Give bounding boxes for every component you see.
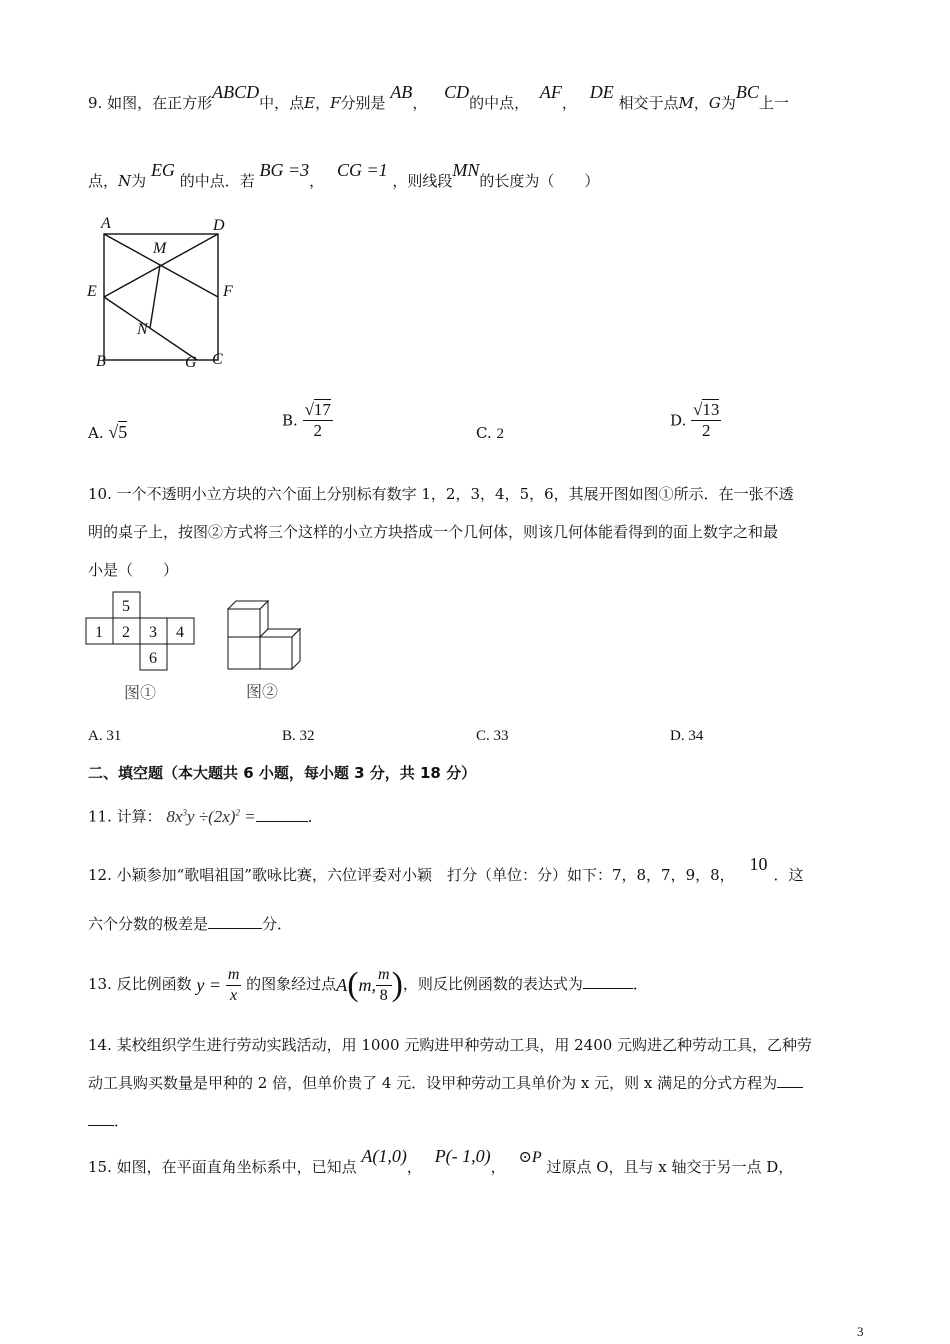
net-face-3: 3 — [149, 624, 157, 641]
q9-eg: EG — [150, 160, 175, 180]
q9-mn: MN — [452, 160, 480, 180]
net-face-5: 5 — [122, 598, 130, 615]
q9-text: 点， — [88, 172, 119, 190]
q11-prefix: 11. 计算： — [88, 807, 162, 826]
option-label: D. — [670, 411, 687, 430]
q10-line2: 明的桌子上，按图②方式将三个这样的小立方块搭成一个几何体，则该几何体能看得到的面上数字之和最 — [88, 523, 779, 541]
q9-cg: CG =1 — [336, 160, 388, 180]
fraction — [691, 400, 721, 441]
q9-option-a[interactable] — [88, 422, 127, 443]
section-2-heading: 二、填空题（本大题共 6 小题，每小题 3 分，共 18 分） — [88, 764, 477, 782]
q12-answer-blank[interactable] — [208, 914, 262, 929]
net-face-1: 1 — [95, 624, 103, 641]
label-g: G — [185, 354, 197, 371]
label-e: E — [87, 283, 97, 300]
q9-text: 上一 — [758, 94, 789, 112]
option-value: 2 — [496, 426, 504, 442]
q10-line3: 小是（ ） — [88, 561, 179, 579]
q9-option-c[interactable] — [476, 424, 504, 443]
denominator: 2 — [701, 421, 711, 440]
sqrt-sign: √ — [304, 400, 314, 419]
label-n: N — [137, 321, 148, 338]
q13-point-a: A — [336, 975, 348, 995]
q13-fraction-2: $\frac{m}{8}$ — [378, 965, 390, 1004]
q15-line: 15. 如图，在平面直角坐标系中，已知点 A(1,0)， P(- 1,0)， ⊙P 过原点 O，且与 x 轴交于另一点 D， — [88, 1146, 794, 1176]
q9-line1: 9. 如图，在正方形ABCD中，点E，F分别是 AB， CD的中点， AF， DE 相交于点M，G为BC上一 — [88, 82, 789, 112]
label-b: B — [96, 353, 106, 370]
q14-line3: ． — [88, 1111, 129, 1131]
q10-option-b[interactable]: B. 32 — [282, 728, 315, 744]
label-m: M — [153, 240, 167, 257]
fig1-caption: 图① — [123, 685, 157, 702]
option-value: 5 — [118, 422, 128, 442]
q9-e: E — [304, 94, 316, 112]
q9-m: M — [678, 94, 694, 112]
q9-text: 分别是 — [340, 94, 386, 112]
label-a: A — [101, 215, 111, 232]
q15-circle-p: ⊙P — [518, 1149, 542, 1166]
net-face-2: 2 — [122, 624, 130, 641]
q9-text: 为 — [131, 172, 147, 190]
q9-comma: ， — [315, 94, 331, 112]
option-label: C. — [476, 424, 492, 442]
option-label: B. — [282, 411, 298, 430]
q13-fraction: $\frac{m}{x}$ — [227, 965, 240, 1004]
q9-option-b[interactable] — [282, 400, 333, 441]
q14-answer-blank-cont[interactable] — [88, 1111, 114, 1126]
q9-bc: BC — [735, 82, 759, 102]
q9-option-d[interactable] — [670, 400, 721, 441]
q12-line1: 12. 小颖参加“歌唱祖国”歌咏比赛，六位评委对小颖 打分（单位：分）如下：7，8，7，9，8， 10．这 — [88, 854, 804, 884]
q9-text: 的长度为（ ） — [479, 172, 600, 190]
q9-text: 的中点， — [469, 94, 530, 112]
q11-answer-blank[interactable] — [256, 807, 308, 822]
q10-option-c[interactable]: C. 33 — [476, 728, 509, 744]
q9-text: ，则线段 — [392, 172, 453, 190]
q10-cubes-figure — [222, 595, 312, 707]
q9-cd: CD — [444, 82, 470, 102]
denominator: 2 — [313, 421, 322, 440]
line-eg — [104, 297, 197, 360]
q9-ab: AB — [390, 82, 413, 102]
q11-line: 11. 计算： $8x^3y \div(2x)^2$ = ． — [88, 806, 323, 826]
q13-y-eq: y = — [196, 975, 222, 995]
q9-abcd: ABCD — [212, 82, 260, 102]
sqrt-sign: √ — [693, 400, 703, 419]
q12-line2: 六个分数的极差是 分． — [88, 915, 293, 933]
label-c: C — [212, 351, 223, 368]
q9-line2: 点，N为 EG 的中点．若 BG =3， CG =1 ，则线段MN的长度为（ ） — [88, 160, 600, 190]
line-mn — [150, 265, 160, 328]
q9-text: 相交于点 — [618, 94, 679, 112]
net-face-6: 6 — [149, 650, 157, 667]
label-f: F — [223, 283, 233, 300]
numerator: 13 — [702, 400, 720, 419]
q11-expression: $8x^3y \div(2x)^2$ = — [166, 806, 256, 826]
q9-de: DE — [589, 82, 614, 102]
numerator: 17 — [313, 400, 331, 419]
q12-score-10: 10 — [749, 854, 768, 874]
q9-number: 9. — [88, 94, 103, 112]
q13-answer-blank[interactable] — [583, 974, 633, 989]
q14-answer-blank[interactable] — [777, 1073, 803, 1088]
q10-cube-net-figure — [85, 590, 200, 706]
q9-text: 为 — [720, 94, 736, 112]
q9-af: AF — [539, 82, 562, 102]
q10-option-d[interactable]: D. 34 — [670, 728, 704, 744]
q15-point-a: A(1,0) — [361, 1146, 407, 1166]
q14-line1: 14. 某校组织学生进行劳动实践活动，用 1000 元购进甲种劳动工具，用 2400 元购进乙种劳动工具，乙种劳 — [88, 1036, 813, 1054]
q15-point-p: P(- 1,0) — [434, 1146, 491, 1166]
q9-g: G — [708, 94, 721, 112]
option-label: A. — [88, 424, 104, 442]
q10-option-a[interactable]: A. 31 — [88, 728, 122, 744]
label-d: D — [213, 217, 225, 234]
q9-text: 的中点．若 — [179, 172, 255, 190]
q9-n: N — [118, 172, 132, 190]
q13-line: 13. 反比例函数 y = $\frac{m}{x}$ 的图象经过点A(m, $\frac{m}{8}$ )，则反比例函数的表达式为 ． — [88, 965, 648, 1004]
fig2-caption: 图② — [245, 684, 279, 701]
net-face-4: 4 — [176, 624, 184, 641]
q10-line1: 10. 一个不透明小立方块的六个面上分别标有数字 1，2，3，4，5，6，其展开图如图①所示．在一张不透 — [88, 485, 794, 503]
q9-text: 如图，在正方形 — [107, 94, 213, 112]
sqrt-sign: √ — [108, 422, 119, 442]
q9-f: F — [330, 94, 341, 112]
fraction — [303, 400, 333, 441]
q14-line2: 动工具购买数量是甲种的 2 倍，但单价贵了 4 元．设甲种劳动工具单价为 x 元，则 x 满足的分式方程为 — [88, 1073, 803, 1093]
q9-text: 中，点 — [259, 94, 305, 112]
q9-square-figure — [85, 210, 245, 375]
q9-bg: BG =3 — [259, 160, 310, 180]
page-number: 3 — [857, 1324, 864, 1339]
